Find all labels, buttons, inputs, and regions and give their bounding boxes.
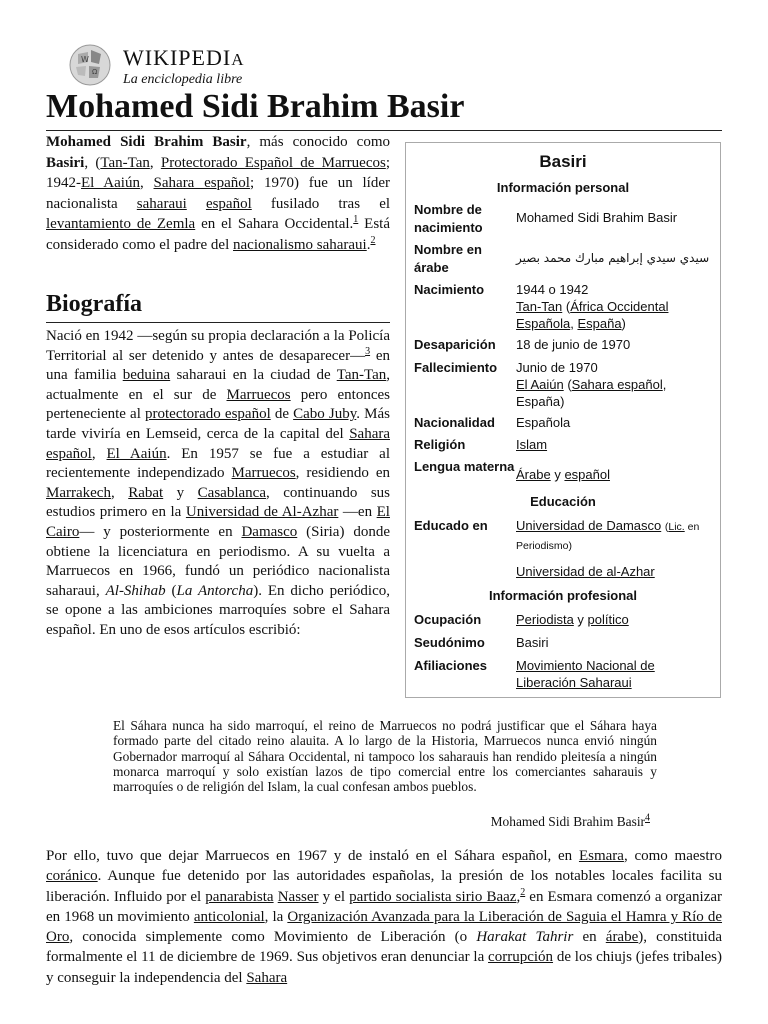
link-damasco[interactable]: Damasco	[241, 523, 298, 540]
infobox-title: Basiri	[539, 152, 587, 171]
lead-name: Mohamed Sidi Brahim Basir	[46, 134, 247, 150]
link-sahara[interactable]: Sahara	[246, 969, 288, 986]
link-islam[interactable]: Islam	[516, 437, 548, 452]
label: Desaparición	[414, 337, 496, 352]
death-country: España	[516, 394, 561, 409]
text: , conocida simplemente como Movimiento de Liberación (o	[69, 929, 477, 946]
text: en una familia	[46, 347, 390, 384]
svg-text:Ω: Ω	[92, 68, 98, 76]
link-arabe[interactable]: Árabe	[516, 467, 551, 482]
site-tagline: La enciclopedia libre	[123, 72, 243, 87]
link-coranico[interactable]: coránico	[46, 868, 98, 885]
ref-1[interactable]: 1	[353, 214, 359, 225]
text: , (	[84, 154, 101, 171]
link-marruecos-2[interactable]: Marruecos	[231, 465, 296, 482]
infobox-row-occupation	[406, 611, 720, 629]
link-birth-region[interactable]: África Occidental Española	[516, 299, 669, 331]
link-panarabista[interactable]: panarabista	[205, 888, 274, 905]
link-movimiento-nacional[interactable]: Movimiento Nacional de Liberación Saharaui	[516, 658, 655, 690]
link-marrakech[interactable]: Marrakech	[46, 484, 111, 501]
link-anticolonial[interactable]: anticolonial	[193, 908, 265, 925]
svg-text:W: W	[81, 55, 89, 64]
link-politico[interactable]: político	[587, 612, 629, 627]
wikipedia-globe-logo[interactable]	[64, 42, 116, 88]
text: y	[163, 484, 198, 501]
label: Lengua materna	[414, 459, 515, 474]
infobox-section-personal: Información personal	[496, 180, 630, 195]
text: ,	[139, 175, 154, 191]
link-el-aaiun-2[interactable]: El Aaiún	[106, 445, 167, 462]
infobox-row-language	[406, 458, 720, 483]
label: Nombre de nacimiento	[414, 202, 483, 235]
infobox-row-education: Educado en Universidad de Damasco (Lic. en Periodismo) Universidad de al-Azhar	[414, 518, 700, 579]
text: en	[573, 929, 606, 946]
text: ,	[91, 445, 107, 462]
text: Está considerado como el padre del	[46, 216, 390, 253]
site-name-last: A	[231, 50, 245, 69]
text: y	[573, 612, 588, 627]
link-periodista[interactable]: Periodista	[516, 612, 574, 627]
text: ), constituida formalmente el 11 de diciembre de 1969. Sus objetivos eran denunciar la	[46, 929, 722, 966]
text: ). En dicho periódico, se opone a las ambiciones marroquíes sobre el Sahara español. En uno de esos artículos escribió:	[46, 582, 391, 638]
infobox-row-death: Fallecimiento Junio de 1970 El Aaiún (Sahara español, España)	[406, 359, 720, 410]
infobox-row-affiliations	[406, 657, 720, 691]
text: de	[270, 406, 294, 423]
value: Basiri	[516, 635, 549, 650]
text: , como maestro	[623, 848, 723, 864]
text: y el	[318, 888, 350, 905]
link-arabe-body[interactable]: árabe	[605, 929, 639, 946]
infobox-section-professional: Información profesional	[488, 588, 638, 603]
link-marruecos[interactable]: Marruecos	[226, 386, 291, 403]
infobox-row-nationality	[406, 414, 720, 432]
text: —en	[338, 504, 377, 521]
arabic-name: سيدي سيدي إبراهيم مبارك محمد بصير	[516, 251, 710, 265]
page-title: Mohamed Sidi Brahim Basir	[46, 86, 722, 131]
text: ; 1942-	[46, 154, 390, 191]
link-espanol-lang[interactable]: español	[564, 467, 610, 482]
label: Seudónimo	[414, 635, 485, 650]
value: 18 de junio de 1970	[516, 337, 631, 352]
link-el-aaiun[interactable]: El Aaiún	[81, 175, 140, 191]
text: ,	[149, 154, 161, 171]
label: Nombre en árabe	[414, 242, 482, 275]
text: en el Sahara Occidental.	[195, 216, 354, 232]
label: Fallecimiento	[414, 360, 498, 375]
text: (	[165, 582, 177, 599]
ref-2[interactable]: 2	[370, 234, 376, 246]
text: , más conocido como	[246, 134, 390, 150]
blockquote: El Sáhara nunca ha sido marroquí, el reino de Marruecos no podrá justificar que el Sáhara haya formado parte del citado reino alauita. A lo largo de la Historia, Marruecos nunca envió ningún Gobernador marroquí al Sáhara Occidental, ni tampoco los saharauis han rendido pleitesía a ningún monarca marroquí y solo existían lazos de tipo comercial entre los comerciantes saharauis y marroquíes o de religión del Islam, la cual confesan ambos pueblos.	[113, 718, 657, 795]
link-corrupcion[interactable]: corrupción	[488, 949, 554, 966]
text: ; 1970) fue un líder nacionalista	[46, 175, 390, 212]
text: — y posteriormente en	[79, 523, 242, 540]
infobox-row-arabic-name	[406, 241, 720, 277]
link-nasser[interactable]: Nasser	[277, 888, 319, 905]
text: ,	[110, 484, 129, 501]
link-protectorado[interactable]: Protectorado Español de Marruecos	[160, 154, 386, 171]
biography-paragraph	[46, 327, 390, 641]
text: Por ello, tuvo que dejar Marruecos en 1967 y de instaló en el Sáhara español, en	[46, 848, 579, 864]
text: . Más tarde viviría en Lemseid, cerca de la capital del	[46, 406, 390, 442]
text: , actualmente en el sur de	[46, 367, 390, 403]
label: Ocupación	[414, 612, 482, 627]
ref-3[interactable]: 3	[365, 345, 371, 357]
text: .	[366, 236, 371, 253]
quote-attribution	[491, 814, 650, 830]
text: saharaui en la ciudad de	[170, 367, 337, 384]
label: Educado en	[414, 518, 488, 533]
infobox-section-education: Educación	[530, 494, 596, 509]
text	[187, 196, 206, 212]
newspaper-name: Al-Shihab	[105, 582, 166, 599]
ref-2b[interactable]: 2	[520, 886, 526, 898]
value: Mohamed Sidi Brahim Basir	[516, 210, 678, 225]
link-organizacion-avanzada[interactable]: Organización Avanzada para la Liberación de Saguia el Hamra y Río de Oro	[46, 908, 723, 946]
text: ,	[516, 888, 521, 905]
text: Mohamed Sidi Brahim Basir	[490, 814, 645, 829]
ref-4[interactable]: 4	[645, 812, 650, 824]
text: fusilado tras el	[251, 195, 391, 212]
label: Nacionalidad	[414, 415, 495, 430]
link-el-cairo[interactable]: El Cairo	[46, 504, 390, 540]
link-sahara-espanol-2[interactable]: Sahara español	[46, 425, 390, 462]
link-death-place[interactable]: El Aaiún	[516, 377, 564, 392]
link-tan-tan[interactable]: Tan-Tan	[100, 154, 150, 171]
text: en Periodismo	[516, 521, 700, 552]
newspaper-translation: La Antorcha	[176, 582, 254, 599]
link-tan-tan-2[interactable]: Tan-Tan	[336, 367, 387, 384]
infobox-row-birth-name	[406, 201, 720, 237]
text: en Esmara comenzó a organizar en 1968 un movimiento	[46, 888, 722, 925]
link-univ-damasco[interactable]: Universidad de Damasco	[516, 518, 662, 533]
label: Afiliaciones	[414, 658, 487, 673]
text: , la	[264, 908, 288, 925]
infobox-row-disappearance	[406, 336, 720, 354]
death-date: Junio de 1970	[516, 360, 598, 375]
link-cabo-juby[interactable]: Cabo Juby	[293, 406, 357, 423]
infobox-row-birth: Nacimiento 1944 o 1942 Tan-Tan (África Occidental Española, España)	[406, 281, 720, 332]
text: y	[550, 467, 565, 482]
link-univ-al-azhar[interactable]: Universidad de al-Azhar	[516, 564, 655, 579]
link-rabat[interactable]: Rabat	[128, 484, 164, 501]
link-birth-place[interactable]: Tan-Tan	[516, 299, 563, 314]
wikipedia-wordmark[interactable]	[123, 46, 244, 88]
text: . Aunque fue detenido por las autoridades españolas, la presión de los notables locales facilita su liberación. Influido por el	[46, 868, 722, 905]
link-saharaui[interactable]: saharaui	[136, 195, 187, 212]
infobox-row-religion	[406, 436, 720, 454]
harakat-tahrir: Harakat Tahrir	[476, 929, 574, 946]
text: Nació en 1942 —según su propia declaración a la Policía Territorial al ser detenido y antes de desaparecer—	[46, 328, 390, 364]
link-beduina[interactable]: beduina	[122, 367, 171, 384]
text: , continuando sus estudios primero en la	[46, 484, 391, 521]
infobox-row-pseudonym	[406, 634, 720, 652]
link-casablanca[interactable]: Casablanca	[197, 484, 266, 501]
link-esmara[interactable]: Esmara	[578, 848, 624, 864]
link-baaz[interactable]: partido socialista sirio Baaz	[349, 888, 517, 905]
link-lic[interactable]: Lic.	[668, 521, 685, 533]
link-death-region[interactable]: Sahara español	[571, 377, 663, 392]
infobox	[405, 142, 721, 698]
text: . En 1957 se fue a estudiar al recientemente independizado	[46, 445, 390, 482]
birth-year: 1944 o 1942	[516, 282, 589, 297]
lead-nick: Basiri	[46, 154, 85, 171]
link-birth-country[interactable]: España	[577, 316, 622, 331]
link-al-azhar[interactable]: Universidad de Al-Azhar	[185, 504, 339, 521]
link-nacionalismo-saharaui[interactable]: nacionalismo saharaui	[233, 236, 367, 253]
section-heading-biografia: Biografía	[46, 286, 390, 323]
text: (Siria) donde obtiene la licenciatura en periodismo. A su vuelta a Marruecos en 1966, fundó un periódico nacionalista saharaui,	[46, 523, 390, 599]
link-espanol[interactable]: español	[205, 195, 252, 212]
text: pero entonces perteneciente al	[46, 386, 390, 423]
lead-paragraph	[46, 132, 390, 255]
text: , residiendo en	[295, 465, 391, 482]
label: Religión	[414, 437, 466, 452]
value: Española	[516, 415, 571, 430]
link-protectorado-espanol[interactable]: protectorado español	[145, 406, 271, 423]
body-paragraph-2	[46, 846, 722, 988]
link-levantamiento-zemla[interactable]: levantamiento de Zemla	[46, 216, 196, 232]
site-name: WIKIPEDI	[123, 45, 232, 70]
link-sahara-espanol[interactable]: Sahara español	[153, 175, 250, 191]
label: Nacimiento	[414, 282, 485, 297]
text: de los chiujs (jefes tribales) y conseguir la independencia del	[46, 949, 723, 986]
